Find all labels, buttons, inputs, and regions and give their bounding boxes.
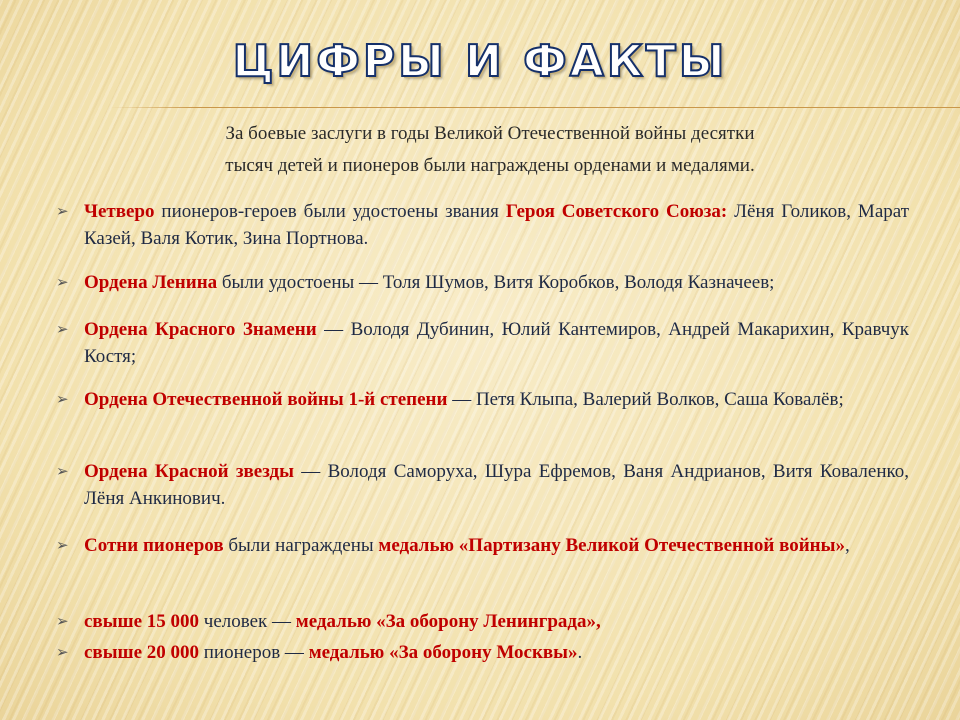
body-text: Лёня Голиков, Марат Казей, Валя Котик, Зина Портнова. [84, 201, 909, 249]
bullet-arrow-icon: ➢ [56, 612, 69, 630]
highlight-text: Четверо [84, 201, 155, 222]
body-text: — Володя Дубинин, Юлий Кантемиров, Андрей Макарихин, Кравчук Костя; [84, 319, 909, 367]
highlight-text: свыше 20 000 [84, 642, 200, 663]
body-text: , [844, 535, 850, 556]
intro-line-2: тысяч детей и пионеров были награждены орденами и медалями. [225, 155, 755, 176]
list-item-order-red-star [84, 458, 909, 512]
bullet-arrow-icon: ➢ [56, 273, 69, 291]
list-item-order-red-banner [84, 316, 909, 370]
list-item-moscow-medal [84, 639, 909, 666]
list-item-heroes [84, 198, 909, 252]
body-text: были удостоены — Толя Шумов, Витя Коробков, Володя Казначеев; [217, 272, 775, 293]
highlight-text: свыше 15 000 [84, 611, 200, 632]
title-divider [110, 107, 960, 108]
bullet-arrow-icon: ➢ [56, 390, 69, 408]
bullet-arrow-icon: ➢ [56, 202, 69, 220]
highlight-text: Ордена Красной звезды [84, 461, 294, 482]
bullet-arrow-icon: ➢ [56, 320, 69, 338]
intro-line-1: За боевые заслуги в годы Великой Отечественной войны десятки [225, 123, 755, 144]
highlight-text: Ордена Ленина [84, 272, 218, 293]
body-text: — Володя Саморуха, Шура Ефремов, Ваня Андрианов, Витя Коваленко, Лёня Анкинович. [84, 461, 910, 509]
body-text: . [577, 642, 583, 663]
highlight-text: Ордена Красного Знамени [84, 319, 317, 340]
bullet-arrow-icon: ➢ [56, 643, 69, 661]
body-text: пионеров-героев были удостоены звания [154, 201, 506, 222]
highlight-text: медалью «За оборону Москвы» [308, 642, 578, 663]
highlight-text: Ордена Отечественной войны 1-й степени [84, 389, 448, 410]
body-text: пионеров — [199, 642, 309, 663]
bullet-arrow-icon: ➢ [56, 536, 69, 554]
list-item-order-patriotic-war [84, 386, 909, 413]
body-text: — Петя Клыпа, Валерий Волков, Саша Ковалёв; [447, 389, 844, 410]
bullet-arrow-icon: ➢ [56, 462, 69, 480]
intro-text [150, 118, 830, 182]
highlight-text: медалью «За оборону Ленинграда», [295, 611, 601, 632]
slide-title: ЦИФРЫ И ФАКТЫ [232, 36, 728, 87]
list-item-order-lenin [84, 269, 909, 296]
list-item-partisan-medal [84, 532, 909, 559]
highlight-text: медалью «Партизану Великой Отечественной войны» [378, 535, 845, 556]
body-text: были награждены [223, 535, 379, 556]
list-item-leningrad-medal [84, 608, 909, 635]
highlight-text: Сотни пионеров [84, 535, 224, 556]
body-text: человек — [199, 611, 296, 632]
highlight-text: Героя Советского Союза: [505, 201, 728, 222]
